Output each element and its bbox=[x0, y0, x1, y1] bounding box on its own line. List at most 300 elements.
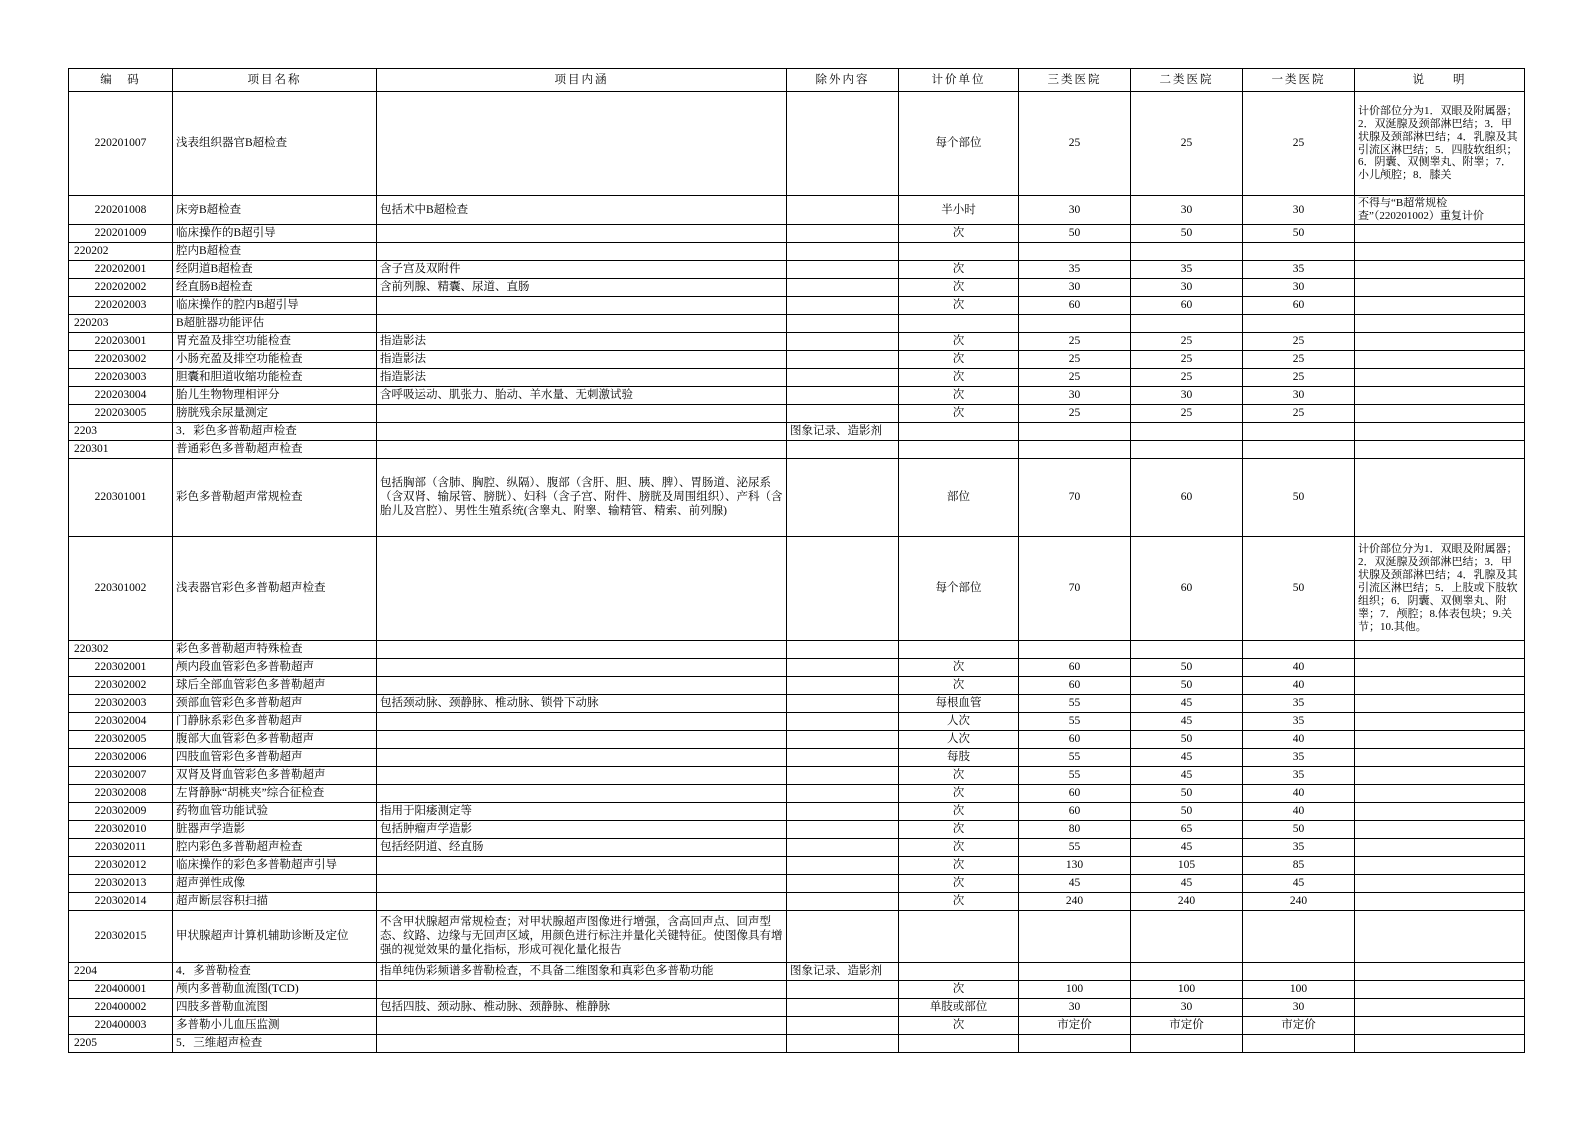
cell-price-tier3: 45 bbox=[1019, 874, 1131, 892]
cell-exclude bbox=[787, 260, 899, 278]
table-header-row bbox=[69, 69, 1525, 92]
cell-unit: 次 bbox=[899, 278, 1019, 296]
cell-price-tier3 bbox=[1019, 962, 1131, 980]
cell-price-tier1: 40 bbox=[1243, 784, 1355, 802]
cell-price-tier1 bbox=[1243, 1034, 1355, 1052]
cell-code: 220301 bbox=[69, 440, 173, 458]
cell-unit: 次 bbox=[899, 980, 1019, 998]
cell-price-tier3: 30 bbox=[1019, 998, 1131, 1016]
cell-price-tier1: 85 bbox=[1243, 856, 1355, 874]
header-exclude: 除外内容 bbox=[787, 69, 899, 92]
cell-price-tier3: 55 bbox=[1019, 712, 1131, 730]
cell-price-tier3: 30 bbox=[1019, 278, 1131, 296]
cell-note: 计价部位分为1．双眼及附属器；2．双涎腺及颈部淋巴结；3．甲状腺及颈部淋巴结；4．乳腺及其引流区淋巴结；5．四肢软组织；6．阴囊、双侧睾丸、附睾；7．小儿颅腔；8．膝关 bbox=[1355, 92, 1525, 196]
table-row bbox=[69, 694, 1525, 712]
cell-price-tier1: 30 bbox=[1243, 196, 1355, 225]
cell-content bbox=[377, 422, 787, 440]
cell-exclude bbox=[787, 296, 899, 314]
cell-exclude bbox=[787, 658, 899, 676]
cell-price-tier2: 25 bbox=[1131, 404, 1243, 422]
cell-name: 小肠充盈及排空功能检查 bbox=[173, 350, 377, 368]
cell-price-tier2: 105 bbox=[1131, 856, 1243, 874]
cell-note: 计价部位分为1．双眼及附属器；2．双涎腺及颈部淋巴结；3．甲状腺及颈部淋巴结；4．乳腺及其引流区淋巴结；5．上肢或下肢软组织；6．阴囊、双侧睾丸、附睾；7．颅腔；8.体表包块；9.关节；10.其他。 bbox=[1355, 536, 1525, 640]
cell-price-tier3 bbox=[1019, 440, 1131, 458]
cell-content bbox=[377, 980, 787, 998]
cell-name: 门静脉系彩色多普勒超声 bbox=[173, 712, 377, 730]
cell-price-tier2: 45 bbox=[1131, 694, 1243, 712]
cell-content: 指单纯伪彩频谱多普勒检查，不具备二维图象和真彩色多普勒功能 bbox=[377, 962, 787, 980]
table-row bbox=[69, 748, 1525, 766]
cell-note bbox=[1355, 404, 1525, 422]
cell-code: 220201008 bbox=[69, 196, 173, 225]
cell-name: 颅内多普勒血流图(TCD) bbox=[173, 980, 377, 998]
cell-code: 220302002 bbox=[69, 676, 173, 694]
cell-note bbox=[1355, 242, 1525, 260]
cell-price-tier1: 240 bbox=[1243, 892, 1355, 910]
cell-price-tier1: 25 bbox=[1243, 368, 1355, 386]
cell-name: 脏器声学造影 bbox=[173, 820, 377, 838]
cell-code: 220302014 bbox=[69, 892, 173, 910]
cell-price-tier1: 35 bbox=[1243, 712, 1355, 730]
cell-note bbox=[1355, 676, 1525, 694]
table-group-row bbox=[69, 242, 1525, 260]
cell-code: 220202 bbox=[69, 242, 173, 260]
cell-code: 220400003 bbox=[69, 1016, 173, 1034]
cell-price-tier2: 50 bbox=[1131, 802, 1243, 820]
table-group-row bbox=[69, 440, 1525, 458]
cell-price-tier1: 35 bbox=[1243, 766, 1355, 784]
cell-exclude bbox=[787, 1016, 899, 1034]
cell-unit: 次 bbox=[899, 1016, 1019, 1034]
cell-code: 2205 bbox=[69, 1034, 173, 1052]
cell-name: 5．三维超声检查 bbox=[173, 1034, 377, 1052]
cell-name: 超声弹性成像 bbox=[173, 874, 377, 892]
cell-price-tier3: 60 bbox=[1019, 676, 1131, 694]
cell-price-tier3: 30 bbox=[1019, 196, 1131, 225]
cell-exclude bbox=[787, 368, 899, 386]
table-row bbox=[69, 676, 1525, 694]
cell-price-tier2 bbox=[1131, 242, 1243, 260]
cell-price-tier2: 30 bbox=[1131, 998, 1243, 1016]
cell-price-tier2: 50 bbox=[1131, 784, 1243, 802]
cell-note bbox=[1355, 658, 1525, 676]
cell-price-tier3: 70 bbox=[1019, 458, 1131, 536]
cell-exclude bbox=[787, 224, 899, 242]
cell-code: 220201007 bbox=[69, 92, 173, 196]
cell-content bbox=[377, 1034, 787, 1052]
cell-price-tier2: 25 bbox=[1131, 332, 1243, 350]
cell-unit bbox=[899, 242, 1019, 260]
cell-exclude bbox=[787, 404, 899, 422]
cell-content bbox=[377, 1016, 787, 1034]
cell-price-tier1 bbox=[1243, 962, 1355, 980]
cell-exclude bbox=[787, 332, 899, 350]
cell-name: 普通彩色多普勒超声检查 bbox=[173, 440, 377, 458]
cell-exclude bbox=[787, 386, 899, 404]
cell-content: 含前列腺、精囊、尿道、直肠 bbox=[377, 278, 787, 296]
cell-price-tier1 bbox=[1243, 640, 1355, 658]
cell-content bbox=[377, 404, 787, 422]
cell-price-tier1: 50 bbox=[1243, 820, 1355, 838]
cell-price-tier1: 25 bbox=[1243, 404, 1355, 422]
cell-price-tier2: 30 bbox=[1131, 196, 1243, 225]
table-row bbox=[69, 224, 1525, 242]
cell-unit: 人次 bbox=[899, 730, 1019, 748]
cell-price-tier1 bbox=[1243, 422, 1355, 440]
cell-price-tier2: 50 bbox=[1131, 730, 1243, 748]
cell-name: 腹部大血管彩色多普勒超声 bbox=[173, 730, 377, 748]
cell-name: 床旁B超检查 bbox=[173, 196, 377, 225]
table-row bbox=[69, 802, 1525, 820]
header-name: 项目名称 bbox=[173, 69, 377, 92]
cell-code: 220302008 bbox=[69, 784, 173, 802]
cell-exclude: 图象记录、造影剂 bbox=[787, 962, 899, 980]
cell-name: 浅表器官彩色多普勒超声检查 bbox=[173, 536, 377, 640]
cell-unit: 次 bbox=[899, 332, 1019, 350]
cell-exclude bbox=[787, 874, 899, 892]
table-row bbox=[69, 196, 1525, 225]
cell-price-tier1: 60 bbox=[1243, 296, 1355, 314]
cell-price-tier1: 40 bbox=[1243, 730, 1355, 748]
cell-price-tier3: 市定价 bbox=[1019, 1016, 1131, 1034]
cell-unit bbox=[899, 440, 1019, 458]
cell-price-tier3: 50 bbox=[1019, 224, 1131, 242]
table-group-row bbox=[69, 962, 1525, 980]
cell-price-tier3: 60 bbox=[1019, 784, 1131, 802]
table-group-row bbox=[69, 640, 1525, 658]
cell-note bbox=[1355, 998, 1525, 1016]
cell-content bbox=[377, 676, 787, 694]
cell-name: 彩色多普勒超声特殊检查 bbox=[173, 640, 377, 658]
cell-code: 220201009 bbox=[69, 224, 173, 242]
cell-price-tier2 bbox=[1131, 440, 1243, 458]
cell-unit: 次 bbox=[899, 874, 1019, 892]
cell-price-tier1: 50 bbox=[1243, 224, 1355, 242]
cell-price-tier2: 30 bbox=[1131, 278, 1243, 296]
cell-price-tier3: 25 bbox=[1019, 368, 1131, 386]
cell-price-tier1: 100 bbox=[1243, 980, 1355, 998]
cell-price-tier1: 25 bbox=[1243, 92, 1355, 196]
cell-exclude bbox=[787, 856, 899, 874]
cell-code: 220302005 bbox=[69, 730, 173, 748]
cell-price-tier2: 60 bbox=[1131, 458, 1243, 536]
cell-code: 220302015 bbox=[69, 910, 173, 962]
cell-unit bbox=[899, 962, 1019, 980]
cell-note bbox=[1355, 386, 1525, 404]
cell-code: 220202001 bbox=[69, 260, 173, 278]
cell-unit: 次 bbox=[899, 368, 1019, 386]
cell-price-tier2 bbox=[1131, 962, 1243, 980]
cell-price-tier1: 40 bbox=[1243, 658, 1355, 676]
cell-exclude bbox=[787, 640, 899, 658]
cell-price-tier2: 市定价 bbox=[1131, 1016, 1243, 1034]
cell-note bbox=[1355, 332, 1525, 350]
cell-exclude bbox=[787, 694, 899, 712]
cell-name: 腔内B超检查 bbox=[173, 242, 377, 260]
cell-price-tier2: 50 bbox=[1131, 658, 1243, 676]
cell-content: 指造影法 bbox=[377, 368, 787, 386]
cell-price-tier2: 50 bbox=[1131, 676, 1243, 694]
cell-note bbox=[1355, 640, 1525, 658]
cell-price-tier2: 100 bbox=[1131, 980, 1243, 998]
cell-exclude bbox=[787, 314, 899, 332]
cell-note bbox=[1355, 278, 1525, 296]
cell-price-tier1 bbox=[1243, 440, 1355, 458]
cell-name: 临床操作的B超引导 bbox=[173, 224, 377, 242]
cell-note bbox=[1355, 422, 1525, 440]
cell-price-tier2: 45 bbox=[1131, 838, 1243, 856]
cell-content: 包括胸部（含肺、胸腔、纵隔）、腹部（含肝、胆、胰、脾）、胃肠道、泌尿系（含双肾、输尿管、膀胱）、妇科（含子宫、附件、膀胱及周围组织）、产科（含胎儿及宫腔）、男性生殖系统(含睾丸、附睾、输精管、精索、前列腺) bbox=[377, 458, 787, 536]
cell-note bbox=[1355, 820, 1525, 838]
cell-unit: 半小时 bbox=[899, 196, 1019, 225]
cell-exclude bbox=[787, 910, 899, 962]
cell-price-tier3 bbox=[1019, 422, 1131, 440]
cell-name: 经阴道B超检查 bbox=[173, 260, 377, 278]
table-row bbox=[69, 296, 1525, 314]
cell-note bbox=[1355, 314, 1525, 332]
cell-name: 浅表组织器官B超检查 bbox=[173, 92, 377, 196]
cell-price-tier2: 30 bbox=[1131, 386, 1243, 404]
cell-price-tier1: 30 bbox=[1243, 386, 1355, 404]
cell-unit: 每个部位 bbox=[899, 92, 1019, 196]
cell-name: 四肢多普勒血流图 bbox=[173, 998, 377, 1016]
cell-price-tier3: 25 bbox=[1019, 92, 1131, 196]
cell-price-tier3: 25 bbox=[1019, 350, 1131, 368]
cell-note bbox=[1355, 694, 1525, 712]
cell-price-tier2: 45 bbox=[1131, 766, 1243, 784]
cell-exclude bbox=[787, 820, 899, 838]
cell-exclude bbox=[787, 766, 899, 784]
cell-code: 220203 bbox=[69, 314, 173, 332]
cell-content bbox=[377, 766, 787, 784]
cell-exclude bbox=[787, 784, 899, 802]
cell-content: 包括颈动脉、颈静脉、椎动脉、锁骨下动脉 bbox=[377, 694, 787, 712]
cell-exclude bbox=[787, 92, 899, 196]
cell-exclude bbox=[787, 242, 899, 260]
table-row bbox=[69, 536, 1525, 640]
cell-unit: 每根血管 bbox=[899, 694, 1019, 712]
table-row bbox=[69, 784, 1525, 802]
table-row bbox=[69, 856, 1525, 874]
cell-exclude bbox=[787, 278, 899, 296]
cell-price-tier1: 35 bbox=[1243, 838, 1355, 856]
cell-unit: 部位 bbox=[899, 458, 1019, 536]
cell-unit: 次 bbox=[899, 386, 1019, 404]
cell-price-tier1: 35 bbox=[1243, 694, 1355, 712]
cell-price-tier2: 25 bbox=[1131, 92, 1243, 196]
cell-price-tier1 bbox=[1243, 910, 1355, 962]
cell-price-tier1: 35 bbox=[1243, 748, 1355, 766]
cell-code: 220203004 bbox=[69, 386, 173, 404]
cell-name: 胃充盈及排空功能检查 bbox=[173, 332, 377, 350]
cell-exclude bbox=[787, 350, 899, 368]
header-unit: 计价单位 bbox=[899, 69, 1019, 92]
cell-code: 220302009 bbox=[69, 802, 173, 820]
cell-content bbox=[377, 296, 787, 314]
cell-note bbox=[1355, 350, 1525, 368]
cell-code: 220400001 bbox=[69, 980, 173, 998]
cell-name: 腔内彩色多普勒超声检查 bbox=[173, 838, 377, 856]
table-row bbox=[69, 980, 1525, 998]
cell-code: 220400002 bbox=[69, 998, 173, 1016]
cell-content bbox=[377, 892, 787, 910]
table-row bbox=[69, 1016, 1525, 1034]
header-note: 说 明 bbox=[1355, 69, 1525, 92]
cell-note bbox=[1355, 910, 1525, 962]
cell-price-tier1: 40 bbox=[1243, 676, 1355, 694]
header-content: 项目内涵 bbox=[377, 69, 787, 92]
table-group-row bbox=[69, 1034, 1525, 1052]
cell-price-tier3: 60 bbox=[1019, 296, 1131, 314]
cell-name: 双肾及肾血管彩色多普勒超声 bbox=[173, 766, 377, 784]
cell-exclude bbox=[787, 892, 899, 910]
cell-content: 含子宫及双附件 bbox=[377, 260, 787, 278]
cell-name: 左肾静脉“胡桃夹”综合征检查 bbox=[173, 784, 377, 802]
cell-price-tier1: 35 bbox=[1243, 260, 1355, 278]
cell-content bbox=[377, 712, 787, 730]
cell-code: 220302010 bbox=[69, 820, 173, 838]
cell-note bbox=[1355, 730, 1525, 748]
cell-unit: 次 bbox=[899, 224, 1019, 242]
cell-note bbox=[1355, 748, 1525, 766]
table-row bbox=[69, 368, 1525, 386]
cell-price-tier1: 50 bbox=[1243, 458, 1355, 536]
header-price-tier1: 一类医院 bbox=[1243, 69, 1355, 92]
header-price-tier3: 三类医院 bbox=[1019, 69, 1131, 92]
cell-price-tier3: 55 bbox=[1019, 694, 1131, 712]
cell-price-tier3: 55 bbox=[1019, 766, 1131, 784]
cell-price-tier2: 60 bbox=[1131, 536, 1243, 640]
table-row bbox=[69, 712, 1525, 730]
cell-content bbox=[377, 874, 787, 892]
cell-price-tier3: 25 bbox=[1019, 332, 1131, 350]
cell-exclude: 图象记录、造影剂 bbox=[787, 422, 899, 440]
cell-price-tier1: 25 bbox=[1243, 332, 1355, 350]
cell-content: 包括术中B超检查 bbox=[377, 196, 787, 225]
cell-content bbox=[377, 536, 787, 640]
cell-code: 220302013 bbox=[69, 874, 173, 892]
cell-price-tier2: 25 bbox=[1131, 368, 1243, 386]
cell-unit: 次 bbox=[899, 802, 1019, 820]
cell-name: 超声断层容积扫描 bbox=[173, 892, 377, 910]
cell-name: 多普勒小儿血压监测 bbox=[173, 1016, 377, 1034]
cell-note bbox=[1355, 856, 1525, 874]
cell-name: 颅内段血管彩色多普勒超声 bbox=[173, 658, 377, 676]
cell-code: 220302007 bbox=[69, 766, 173, 784]
cell-name: 膀胱残余尿量测定 bbox=[173, 404, 377, 422]
cell-price-tier3 bbox=[1019, 1034, 1131, 1052]
table-row bbox=[69, 730, 1525, 748]
cell-unit bbox=[899, 640, 1019, 658]
cell-content bbox=[377, 640, 787, 658]
table-row bbox=[69, 458, 1525, 536]
cell-price-tier3: 60 bbox=[1019, 658, 1131, 676]
cell-price-tier3 bbox=[1019, 314, 1131, 332]
cell-content bbox=[377, 748, 787, 766]
table-row bbox=[69, 820, 1525, 838]
cell-name: 临床操作的腔内B超引导 bbox=[173, 296, 377, 314]
cell-content bbox=[377, 92, 787, 196]
cell-note bbox=[1355, 260, 1525, 278]
cell-note: 不得与“B超常规检查”（220201002）重复计价 bbox=[1355, 196, 1525, 225]
cell-note bbox=[1355, 874, 1525, 892]
cell-code: 220203002 bbox=[69, 350, 173, 368]
cell-unit: 每个部位 bbox=[899, 536, 1019, 640]
cell-exclude bbox=[787, 676, 899, 694]
cell-code: 2203 bbox=[69, 422, 173, 440]
cell-unit: 次 bbox=[899, 766, 1019, 784]
cell-code: 220202002 bbox=[69, 278, 173, 296]
cell-price-tier3: 35 bbox=[1019, 260, 1131, 278]
cell-code: 220302001 bbox=[69, 658, 173, 676]
cell-price-tier2: 65 bbox=[1131, 820, 1243, 838]
cell-price-tier1 bbox=[1243, 242, 1355, 260]
table-row bbox=[69, 404, 1525, 422]
cell-code: 220202003 bbox=[69, 296, 173, 314]
cell-note bbox=[1355, 458, 1525, 536]
table-row bbox=[69, 350, 1525, 368]
cell-price-tier3 bbox=[1019, 910, 1131, 962]
cell-price-tier2: 50 bbox=[1131, 224, 1243, 242]
cell-price-tier2: 45 bbox=[1131, 874, 1243, 892]
cell-code: 2204 bbox=[69, 962, 173, 980]
cell-price-tier1: 市定价 bbox=[1243, 1016, 1355, 1034]
table-row bbox=[69, 386, 1525, 404]
table-row bbox=[69, 260, 1525, 278]
table-row bbox=[69, 874, 1525, 892]
cell-unit: 单肢或部位 bbox=[899, 998, 1019, 1016]
cell-price-tier1: 30 bbox=[1243, 278, 1355, 296]
cell-name: 颈部血管彩色多普勒超声 bbox=[173, 694, 377, 712]
cell-exclude bbox=[787, 536, 899, 640]
cell-price-tier3: 55 bbox=[1019, 838, 1131, 856]
cell-price-tier3: 130 bbox=[1019, 856, 1131, 874]
cell-name: 甲状腺超声计算机辅助诊断及定位 bbox=[173, 910, 377, 962]
cell-code: 220203001 bbox=[69, 332, 173, 350]
cell-note bbox=[1355, 892, 1525, 910]
cell-price-tier3: 55 bbox=[1019, 748, 1131, 766]
header-code: 编 码 bbox=[69, 69, 173, 92]
cell-note bbox=[1355, 440, 1525, 458]
cell-unit: 次 bbox=[899, 296, 1019, 314]
cell-name: 药物血管功能试验 bbox=[173, 802, 377, 820]
cell-note bbox=[1355, 784, 1525, 802]
cell-code: 220302004 bbox=[69, 712, 173, 730]
cell-price-tier2: 45 bbox=[1131, 712, 1243, 730]
cell-unit: 次 bbox=[899, 350, 1019, 368]
cell-content: 含呼吸运动、肌张力、胎动、羊水量、无刺激试验 bbox=[377, 386, 787, 404]
cell-code: 220302003 bbox=[69, 694, 173, 712]
cell-code: 220302 bbox=[69, 640, 173, 658]
table-row bbox=[69, 766, 1525, 784]
cell-price-tier3: 30 bbox=[1019, 386, 1131, 404]
cell-content bbox=[377, 224, 787, 242]
cell-note bbox=[1355, 838, 1525, 856]
cell-code: 220203005 bbox=[69, 404, 173, 422]
cell-name: 胆囊和胆道收缩功能检查 bbox=[173, 368, 377, 386]
medical-price-table bbox=[68, 68, 1525, 1053]
table-row bbox=[69, 998, 1525, 1016]
cell-note bbox=[1355, 1034, 1525, 1052]
table-row bbox=[69, 910, 1525, 962]
cell-exclude bbox=[787, 802, 899, 820]
cell-name: 临床操作的彩色多普勒超声引导 bbox=[173, 856, 377, 874]
cell-price-tier2: 240 bbox=[1131, 892, 1243, 910]
cell-note bbox=[1355, 802, 1525, 820]
cell-exclude bbox=[787, 980, 899, 998]
cell-exclude bbox=[787, 730, 899, 748]
cell-price-tier3: 25 bbox=[1019, 404, 1131, 422]
